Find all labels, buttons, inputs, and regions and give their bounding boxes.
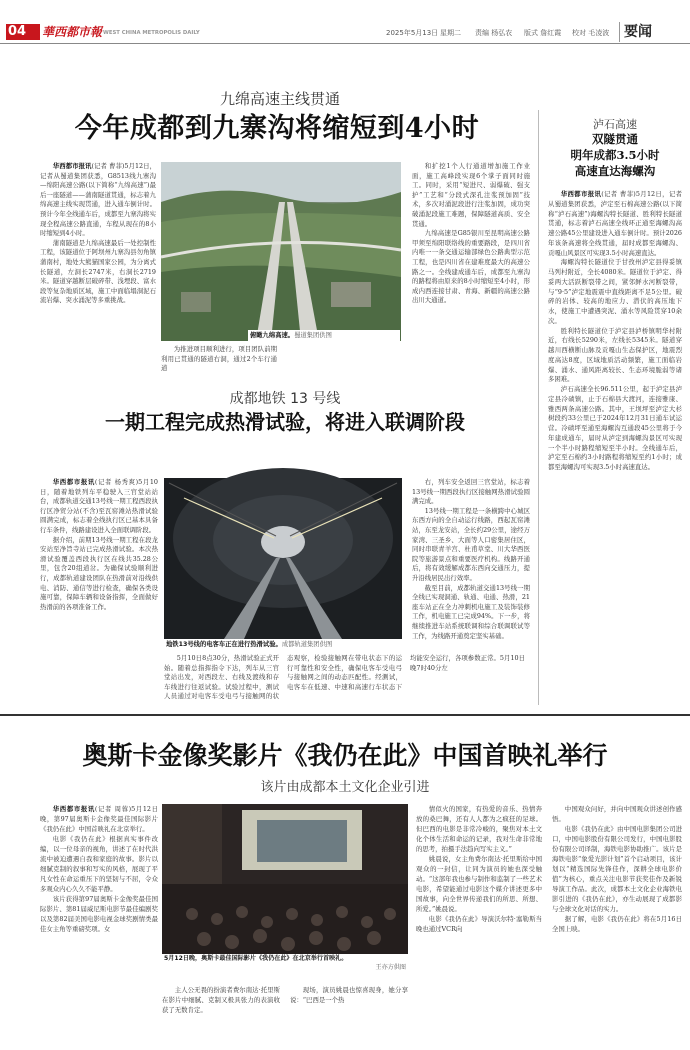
story2-byline-note: (记者 杨秀爽) <box>94 478 139 486</box>
highway-aerial-illustration <box>161 162 401 341</box>
sidebar-byline: 华西都市报讯 <box>560 190 602 198</box>
story1-column-1b <box>161 345 277 381</box>
story1-photo-caption: 俯瞰九绵高速。 <box>250 332 295 339</box>
story3-text-8: 电影《我仍在此》导演沃尔特·塞勒斯当晚也通过VCR向 <box>416 915 542 933</box>
story2-headline: 一期工程完成热滑试验，将进入联调阶段 <box>105 410 465 434</box>
story1-column-1 <box>40 162 156 384</box>
story2-text-3: 5月10日8点30分，热滑试验正式开始。随着总指挥指令下达，列车从三官堂站出发，对西段左、右线及渡线和存车线进行往返试验。试验过程中，测试人员通过对电客车受电弓与接触网的状态观察，检验接触网在带电状态下的运行可靠性和安全性，确保电客车受电弓与接触网之间的动态匹配性。经测试，电客车在低速、中速和高速行车状态下均能安全运行，各项参数正常。5月10日晚7时40分左 <box>164 654 525 701</box>
story1-column-2b <box>284 345 400 381</box>
story1-headline: 今年成都到九寨沟将缩短到4小时 <box>74 113 480 144</box>
story3-subhead: 该片由成都本土文化企业引进 <box>260 780 430 795</box>
story1-column-3 <box>412 162 530 384</box>
story2-column-3 <box>412 478 530 706</box>
story1-byline-note: (记者 曹菲) <box>91 162 125 170</box>
story1-text-3: 为推进项目顺利进行，项目团队前期利用已贯通的隧道右洞，通过2个车行通道 <box>161 345 277 373</box>
tunnel-illustration <box>164 478 402 639</box>
sidebar-text-3: 胜利特长隧道位于泸定县泸桥镇明华村附近，右线长5290米，左线长5345米。隧道穿越川西横断山脉及贡嘎山生态保护区，地震烈度高达8度，区域地质活动频繁，施工面临岩爆、涌水、通风距离较长、生态环境脆弱等诸多困难。 <box>548 326 682 384</box>
story2-text-2: 据介绍，前期13号线一期工程在段龙安站至净旨寺站已完成热滑试验。本次热滑试验覆盖西段执行区在线共35.28公里，包含20组道岔。为确保试验顺利进行，成都轨道建设团队在热滑前对沿线供电、消防、通信等进行检查，确保各类设施可靠，保障车辆和设备指挥，全面做好热滑前的各项准备工作。 <box>40 535 158 611</box>
issue-date: 2025年5月13日 <box>386 29 439 37</box>
story3-photo-credit: 王亦方供图 <box>375 963 406 971</box>
story2-byline: 华西都市报讯 <box>52 478 95 486</box>
story3-photo-caption: 5月12日晚，奥斯卡最佳国际影片《我仍在此》在北京举行首映礼。 <box>164 955 348 962</box>
story1-byline: 华西都市报讯 <box>52 162 92 170</box>
story3-text-11: 据了解，电影《我仍在此》将在5月16日全国上映。 <box>552 915 682 933</box>
story2-photo-caption-box <box>164 639 404 650</box>
sidebar-byline-note: (记者 曹菲) <box>601 190 636 198</box>
sidebar-body <box>548 190 682 702</box>
story3-byline-note: (记者 周蓉) <box>94 805 132 813</box>
story2-metro-photo <box>164 478 402 639</box>
story3-headline: 奥斯卡金像奖影片《我仍在此》中国首映礼举行 <box>82 741 608 770</box>
story2-text-1: 5月10日，随着地铁列车平稳驶入三官堂站站台，成都轨道交通13号线一期工程西段执行区净贸分站(不含)至瓦窑滩站热滑试验圆满完成，标志着全线执行区已基本具备行车条件，线路建设进入全面联调阶段。 <box>40 478 158 534</box>
story3-text-2: 电影《我仍在此》根据真实事件改编，以一位母亲的视角，讲述了在时代洪流中被迫遭遇自我和家庭的故事。影片以细腻克制的叙事和写实的风格，展现了平凡女性在命运重压下的坚韧与不屈，令众多观众内心久久不能平静。 <box>40 835 158 893</box>
story3-text-9: 中国观众问好，并向中国观众讲述创作感悟。 <box>552 805 682 823</box>
paper-logo: 華西都市報 <box>42 25 103 39</box>
story3-column-2a <box>162 985 280 1045</box>
story3-top-rule <box>0 714 690 716</box>
sidebar-column-rule <box>538 110 539 705</box>
story2-photo-credit: 成都轨道集团供图 <box>281 641 333 648</box>
story3-photo-caption-box <box>162 954 408 974</box>
story3-column-3 <box>416 804 542 1044</box>
story2-photo-caption: 地铁13号线的电客车正在进行热滑试验。 <box>166 641 282 648</box>
theater-illustration <box>162 804 408 954</box>
sidebar-headline-1: 双隧贯通 <box>592 132 638 146</box>
story2-text-5: 13号线一期工程是一条横跨中心城区东西方向的全自动运行线路，西起瓦窑滩站，东至龙安站，全长约29公里，途经万家湾、三圣乡、大面等人口密集居住区，同时串联青羊宫、杜甫草堂、川大华西医院等旅游景点和重要医疗机构。线路开通后，将有效缓解成都东西向交通压力，提升沿线居民出行效率。 <box>412 506 530 582</box>
story3-text-1: 5月12日晚，第97届奥斯卡金像奖最佳国际影片《我仍在此》中国首映礼在北京举行。 <box>40 805 158 833</box>
story1-photo-credit: 蜀道集团供图 <box>294 332 332 339</box>
proofreader-credit: 校对 毛凌波 <box>572 29 610 37</box>
section-name: 要闻 <box>624 24 652 40</box>
story2-text-4: 右，列车安全返回三官堂站，标志着13号线一期西段执行区接触网热滑试验圆满完成。 <box>412 478 530 506</box>
masthead <box>0 0 690 44</box>
sidebar-text-1: 5月12日，记者从蜀道集团获悉，泸定至石棉高速公路(以下简称“泸石高速”)海螺沟特长隧道、胜利特长隧道贯通，标志着泸石高速全线环正通至海螺沟高速公路45公里建设进入通车倒计时。预计2026年该条高速将全线贯通，届时成都至海螺沟、贡嘎山风景区可实现3.5小时高速直达。 <box>548 190 682 257</box>
page-number: 04 <box>8 24 27 39</box>
masthead-rule <box>0 43 690 44</box>
story3-column-4 <box>552 804 682 1044</box>
story3-column-2b <box>290 985 408 1045</box>
story2-column-1 <box>40 478 158 706</box>
story1-kicker: 九绵高速主线贯通 <box>219 90 340 108</box>
sidebar-text-4: 泸石高速全长96.511公里，起于泸定县泸定县冷碛镇，止于石棉县大渡河，连接雅康、雅西两条高速公路。其中，王坝坪至泸定大杉树段约33公里已于2024年12月31日通车试运营。冷碛坪至通至海螺沟互通段45公里将于今年建成通车，届时从泸定到海螺沟景区可实现一个半小时路程缩短至半小时。全线通车后，泸定至石棉约3小时路程将缩短至约1小时；成都至海螺沟可实现3.5小时高速直达。 <box>548 385 682 471</box>
story3-text-4: 主人公无畏的扮演者费尔南达·托里斯在影片中细腻、克制又极具张力的表演收获了无数肯定。 <box>162 986 280 1014</box>
story1-text-4: 和扩挖1个人行通道增加施工作业面，施工高峰段实现6个掌子面同时施工。同时，采用“短进尺、弱爆破、强支护”工艺和“分段式深孔注浆预加固”技术，多次对涌泥段进行注浆加固，成功突破涌泥段施工难题，保障隧道高质、安全贯通。 <box>412 162 530 228</box>
story3-byline: 华西都市报讯 <box>52 805 95 813</box>
story3-text-3: 该片获得第97届奥斯卡金像奖最佳国际影片、第81届威尼斯电影节最佳编剧奖以及第82届美国电影电视金球奖剧情类最佳女主角等重磅奖项。女 <box>40 895 158 933</box>
section-divider <box>619 22 620 42</box>
paper-english-name: WEST CHINA METROPOLIS DAILY <box>103 30 200 36</box>
story2-text-6: 截至目前，成都轨道交通13号线一期全线已实现洞通、轨通、电通、热滑，21座车站正在全力冲刺机电施工及装饰装修工作，机电施工已完成94%。下一步，将继续推进车站系统联调和综合联调联试等工作，为线路开通奠定坚实基础。 <box>412 583 530 640</box>
editor-credit: 责编 杨弘农 <box>475 29 513 37</box>
story1-highway-photo <box>161 162 401 341</box>
story3-column-1 <box>40 804 158 1044</box>
issue-weekday: 星期二 <box>440 29 461 37</box>
story1-text-1: 5月12日，记者从蜀道集团获悉，G8513线九寨沟—绵阳高速公路(以下简称“九绵高速”)最后一座隧道——蒲南隧道贯通，标志着九绵高速主线实现贯通，进入通车倒计时。预计今年全线通车后，成都至九寨沟将实现全程高速公路直通，车程从现在的8小时缩短到4小时。 <box>40 162 156 238</box>
story3-text-6: 情似火的国家，有热爱的音乐、热情奔放的桑巴舞，还有人人都为之疯狂的足球。但巴西的电影是非常冷峻的，聚焦对本土文化个体生活和命运的记录，我对生命非常地的思考，拍摄手法趋向写实主义。” <box>416 805 542 853</box>
story1-text-2: 蒲南隧道是九绵高速最后一处控制性工程，该隧道位于阿坝州九寨沟县勿角镇蒲南村，地处大熊猫国家公园，为分离式长隧道，左洞长2747米，右洞长2719米。隧道穿越断层破碎带、浅埋段、富水段等复杂地质区域，施工中面临塌洞泥石流岩爆、突水涌泥等多重挑战。 <box>40 238 156 305</box>
story1-photo-caption-box <box>248 330 400 341</box>
story2-kicker: 成都地铁 13 号线 <box>229 391 341 407</box>
story2-column-2 <box>164 654 525 706</box>
designer-credit: 版式 詹红霞 <box>524 29 562 37</box>
story3-text-10: 电影《我仍在此》由中国电影集团公司进口，中国电影股份有限公司发行，中国电影股份有限公司译制，海铁电影协助推广。该片是海铁电影“象爱光影计划”首个启动项目，该计划以“精选国际先锋佳作，深耕全球电影价值”为核心，重点关注电影节获奖佳作及新锐导演工作品。此次，成都本土文化企业海铁电影引进的《我仍在此》，亦生动展现了成都影与全球文化对话的实力。 <box>552 825 682 913</box>
sidebar-headline-3: 高速直达海螺沟 <box>574 164 656 178</box>
story3-text-7: 姚晨说，女主角费尔南达·托里斯给中国观众的一封信，让同为演员的她也深受触动。“这部年我也参与制作和监制了一些艺术电影，希望能通过电影这个媒介讲述更多中国故事，向全世界传递我们的所思、所想、所爱。”姚晨说。 <box>416 855 542 913</box>
sidebar-kicker: 泸石高速 <box>593 118 637 131</box>
story1-text-5: 九绵高速是G85银川至昆明高速公路甲须至绵阳联络线的重要路段，是四川省内唯一一条交通运输部绿色公路典型示范工程，也是四川省在建难度最大的高速公路之一。全线建成通车后，成都至九寨沟的路程将由原来的8小时缩短至4小时，形成内西连接甘肃、青海、新疆的高速公路出川大通道。 <box>412 229 530 305</box>
story3-premiere-photo <box>162 804 408 954</box>
sidebar-text-2: 海螺沟特长隧道位于甘孜州泸定县得妥镇马列村附近，全长4080米。隧道位于泸定、得妥两大活跃断裂带之间，紧邻鲜水河断裂带，与“9·5”泸定地震震中直线距离不足5公里。破碎的岩体、较高的地应力、潜伏的高压地下水，使施工中遭遇突泥、涌水等风险贯穿10余次。 <box>548 258 682 325</box>
story3-text-5: 现场，演员姚晨也惊喜现身，她分享说：“巴西是一个热 <box>290 986 408 1004</box>
sidebar-headline-2: 明年成都3.5小时 <box>570 148 660 162</box>
